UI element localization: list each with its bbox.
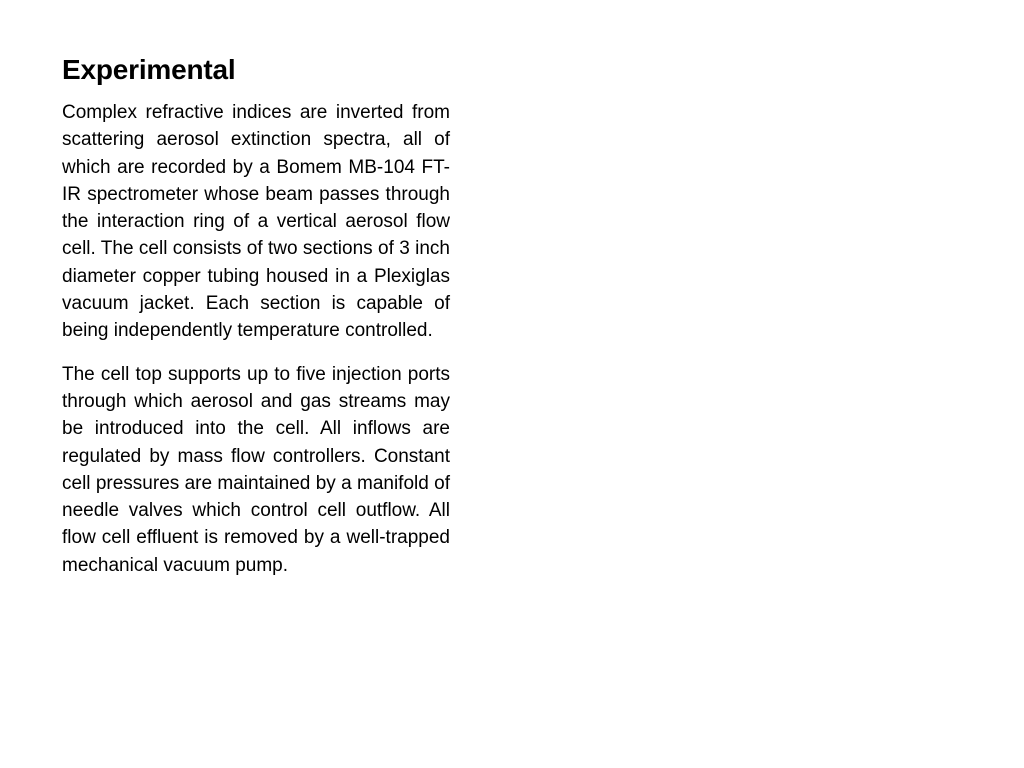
paragraph-flow-control: The cell top supports up to five injection ports through which aerosol and gas streams may be introduced into the cell. All inflows are regulated by mass flow controllers. Constant cell pressures are maintained by a manifold of needle valves which control cell outflow. All flow cell effluent is removed by a well-trapped mechanical vacuum pump. bbox=[62, 363, 450, 576]
slide-title: Experimental bbox=[62, 54, 236, 85]
paragraph-cell-description: Complex refractive indices are inverted from scattering aerosol extinction spectra, all of which are recorded by a Bomem MB-104 FT-IR spectrometer whose beam passes through the interaction ring of a vertical aerosol flow cell. The cell consists of two sections of 3 inch diameter copper tubing housed in a Plexiglas vacuum jacket. Each section is capable of being independently temperature controlled. bbox=[62, 102, 450, 342]
text-column bbox=[62, 52, 450, 595]
